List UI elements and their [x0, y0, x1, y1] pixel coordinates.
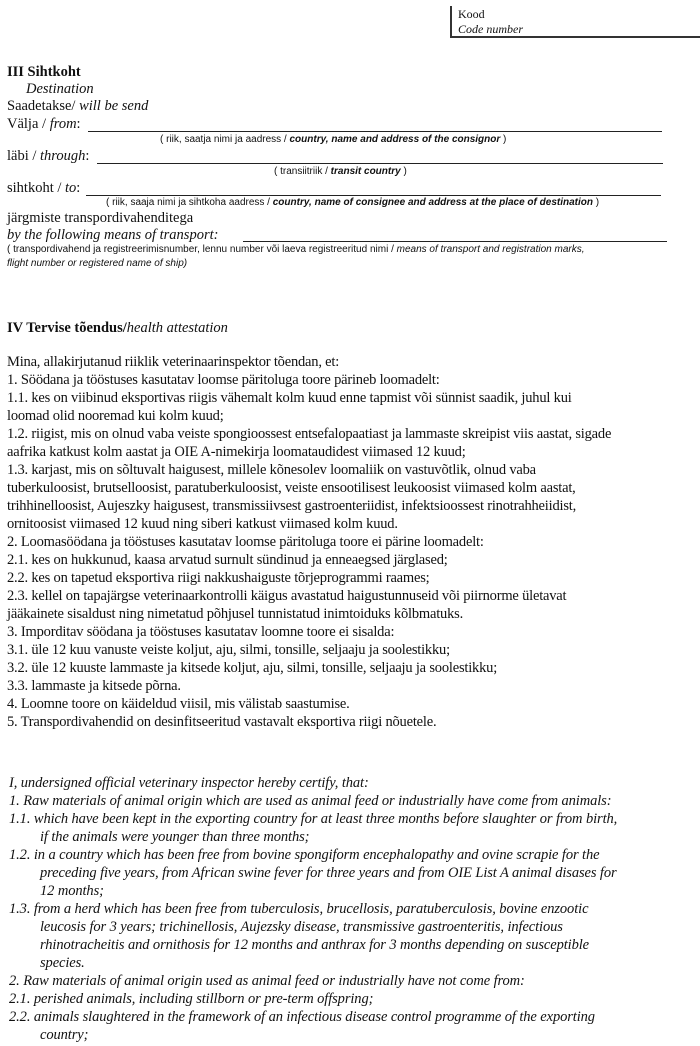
et-line: 1.2. riigist, mis on olnud vaba veiste spongioossest entsefalopaatiast ja lammaste skreipist viis aastat, sigade: [7, 426, 612, 442]
from-colon: :: [76, 116, 81, 132]
et-line: 2.2. kes on tapetud eksportiva riigi nakkushaiguste tõrjeprogrammi raames;: [7, 570, 430, 586]
through-field[interactable]: [97, 163, 663, 164]
et-line: 1. Söödana ja tööstuses kasutatav loomse päritoluga toore pärineb loomadelt:: [7, 372, 440, 388]
en-line: species.: [40, 955, 85, 971]
et-line: 3.2. üle 12 kuuste lammaste ja kitsede koljut, aju, silmi, tonsille, seljaaju ja soolestikku;: [7, 660, 498, 676]
section-3-title: III Sihtkoht: [7, 64, 81, 80]
transport-hint-line2: flight number or registered name of ship): [7, 258, 188, 269]
from-hint-close: ): [500, 134, 507, 145]
et-line: Mina, allakirjutanud riiklik veterinaarinspektor tõendan, et:: [7, 354, 340, 370]
from-label-et: Välja /: [7, 116, 50, 132]
en-line: 2.1. perished animals, including stillborn or pre-term offspring;: [9, 991, 374, 1007]
et-line: 1.1. kes on viibinud eksportivas riigis vähemalt kolm kuud enne tapmist või sünnist saadik, juhul kui: [7, 390, 572, 406]
send-label: [7, 98, 148, 115]
through-colon: :: [85, 148, 90, 164]
et-line: 2. Loomasöödana ja tööstuses kasutatav loomse päritoluga toore ei pärine loomadelt:: [7, 534, 484, 550]
section-4-title: [7, 320, 228, 337]
et-line: 3.1. üle 12 kuu vanuste veiste koljut, aju, silmi, tonsille, seljaaju ja soolestikku;: [7, 642, 450, 658]
section-4-title-et: IV Tervise tõendus/: [7, 320, 127, 336]
en-line: 12 months;: [40, 883, 104, 899]
to-label: [7, 180, 80, 197]
transport-hint-line1: [7, 244, 585, 255]
transport-hint-et: ( transpordivahend ja registreerimisnumber, lennu number või laeva registreeritud nimi /: [7, 244, 397, 255]
en-line: 2.2. animals slaughtered in the framework of an infectious disease control programme of the exporting: [9, 1009, 595, 1025]
transport-label-en-text: by the following means of transport: [7, 227, 214, 243]
en-line: I, undersigned official veterinary inspector hereby certify, that:: [9, 775, 369, 791]
en-line: 1.3. from a herd which has been free from tuberculosis, brucellosis, paratuberculosis, bovine enzootic: [9, 901, 589, 917]
through-hint-et: ( transiitriik /: [274, 166, 331, 177]
from-hint-et: ( riik, saatja nimi ja aadress /: [160, 134, 290, 145]
et-line: 3. Imporditav söödana ja tööstuses kasutatav loomne toore ei sisalda:: [7, 624, 395, 640]
through-label-en: through: [40, 148, 86, 164]
en-line: 2. Raw materials of animal origin used as animal feed or industrially have not come from:: [9, 973, 525, 989]
from-field[interactable]: [88, 131, 662, 132]
transport-colon: :: [213, 227, 219, 243]
to-hint-en: country, name of consignee and address at the place of destination: [272, 197, 593, 208]
en-line: 1.1. which have been kept in the exporting country for at least three months before slaughter or from birth,: [9, 811, 618, 827]
to-hint: [106, 197, 599, 208]
en-line: leucosis for 3 years; trichinellosis, Aujezsky disease, transmissive gastroenteritis, infectious: [40, 919, 563, 935]
section-4-title-en: health attestation: [126, 320, 228, 336]
send-label-en: will be send: [75, 98, 149, 114]
et-line: 2.3. kellel on tapajärgse veterinaarkontrolli käigus avastatud haigustunnuseid või piirnorme ületavat: [7, 588, 567, 604]
transport-label-et: järgmiste transpordivahenditega: [7, 210, 194, 226]
et-line: ornitoosist viimased 12 kuud ning siberi katkust viimased kolm kuud.: [7, 516, 398, 532]
to-colon: :: [76, 180, 81, 196]
en-line: rhinotracheitis and ornithosis for 12 months and anthrax for 3 months depending on susceptible: [40, 937, 589, 953]
et-line: jääkainete sisaldust ning nimetatud põhjusel tunnistatud inimtoiduks kõlbmatuks.: [7, 606, 464, 622]
through-hint-close: ): [400, 166, 407, 177]
to-label-en: to: [65, 180, 77, 196]
from-hint-en: country, name and address of the consignor: [289, 134, 501, 145]
through-hint: [274, 166, 407, 177]
et-line: 1.3. karjast, mis on sõltuvalt haigusest, millele kõnesolev loomaliik on vastuvõtlik, olnud vaba: [7, 462, 536, 478]
through-label-et: läbi /: [7, 148, 41, 164]
send-label-et: Saadetakse/: [7, 98, 76, 114]
et-line: 2.1. kes on hukkunud, kaasa arvatud surnult sündinud ja enneaegsed järglased;: [7, 552, 448, 568]
through-label: [7, 148, 89, 165]
code-label-et: Kood: [458, 7, 485, 21]
en-line: 1. Raw materials of animal origin which are used as animal feed or industrially have come from animals:: [9, 793, 612, 809]
en-line: 1.2. in a country which has been free from bovine spongiform encephalopathy and ovine scrapie for the: [9, 847, 600, 863]
et-line: trihhinelloosist, Aujeszky haigusest, transmissiivsest gastroenteriidist, infektsioossest rinotrahheiidist,: [7, 498, 577, 514]
et-line: 5. Transpordivahendid on desinfitseeritud vastavalt eksportiva riigi nõuetele.: [7, 714, 437, 730]
et-line: aafrika katkust kolm aastat ja OIE A-nimekirja loomataudidest viimased 12 kuud;: [7, 444, 466, 460]
from-hint: [160, 134, 506, 145]
et-line: 4. Loomne toore on käideldud viisil, mis välistab saastumise.: [7, 696, 350, 712]
from-label: [7, 116, 81, 133]
transport-field[interactable]: [243, 241, 667, 242]
en-line: preceding five years, from African swine fever for three years and from OIE List A animal disases for: [40, 865, 617, 881]
en-line: if the animals were younger than three months;: [40, 829, 310, 845]
section-3-subtitle: Destination: [26, 81, 94, 97]
to-hint-close: ): [592, 197, 600, 208]
et-line: loomad olid nooremad kui kolm kuud;: [7, 408, 224, 424]
code-number-box[interactable]: [450, 6, 700, 38]
et-line: tuberkuloosist, brutselloosist, paratuberkuloosist, veiste ensootilisest leukoosist viimased kolm aastat,: [7, 480, 576, 496]
from-label-en: from: [49, 116, 77, 132]
through-hint-en: transit country: [330, 166, 401, 177]
en-line: country;: [40, 1027, 89, 1043]
to-hint-et: ( riik, saaja nimi ja sihtkoha aadress /: [106, 197, 273, 208]
et-line: 3.3. lammaste ja kitsede põrna.: [7, 678, 181, 694]
code-label-en: Code number: [458, 22, 523, 36]
transport-label-en: [7, 227, 218, 244]
to-label-et: sihtkoht /: [7, 180, 66, 196]
transport-hint-en-1: means of transport and registration marks,: [396, 244, 585, 255]
to-field[interactable]: [86, 195, 661, 196]
